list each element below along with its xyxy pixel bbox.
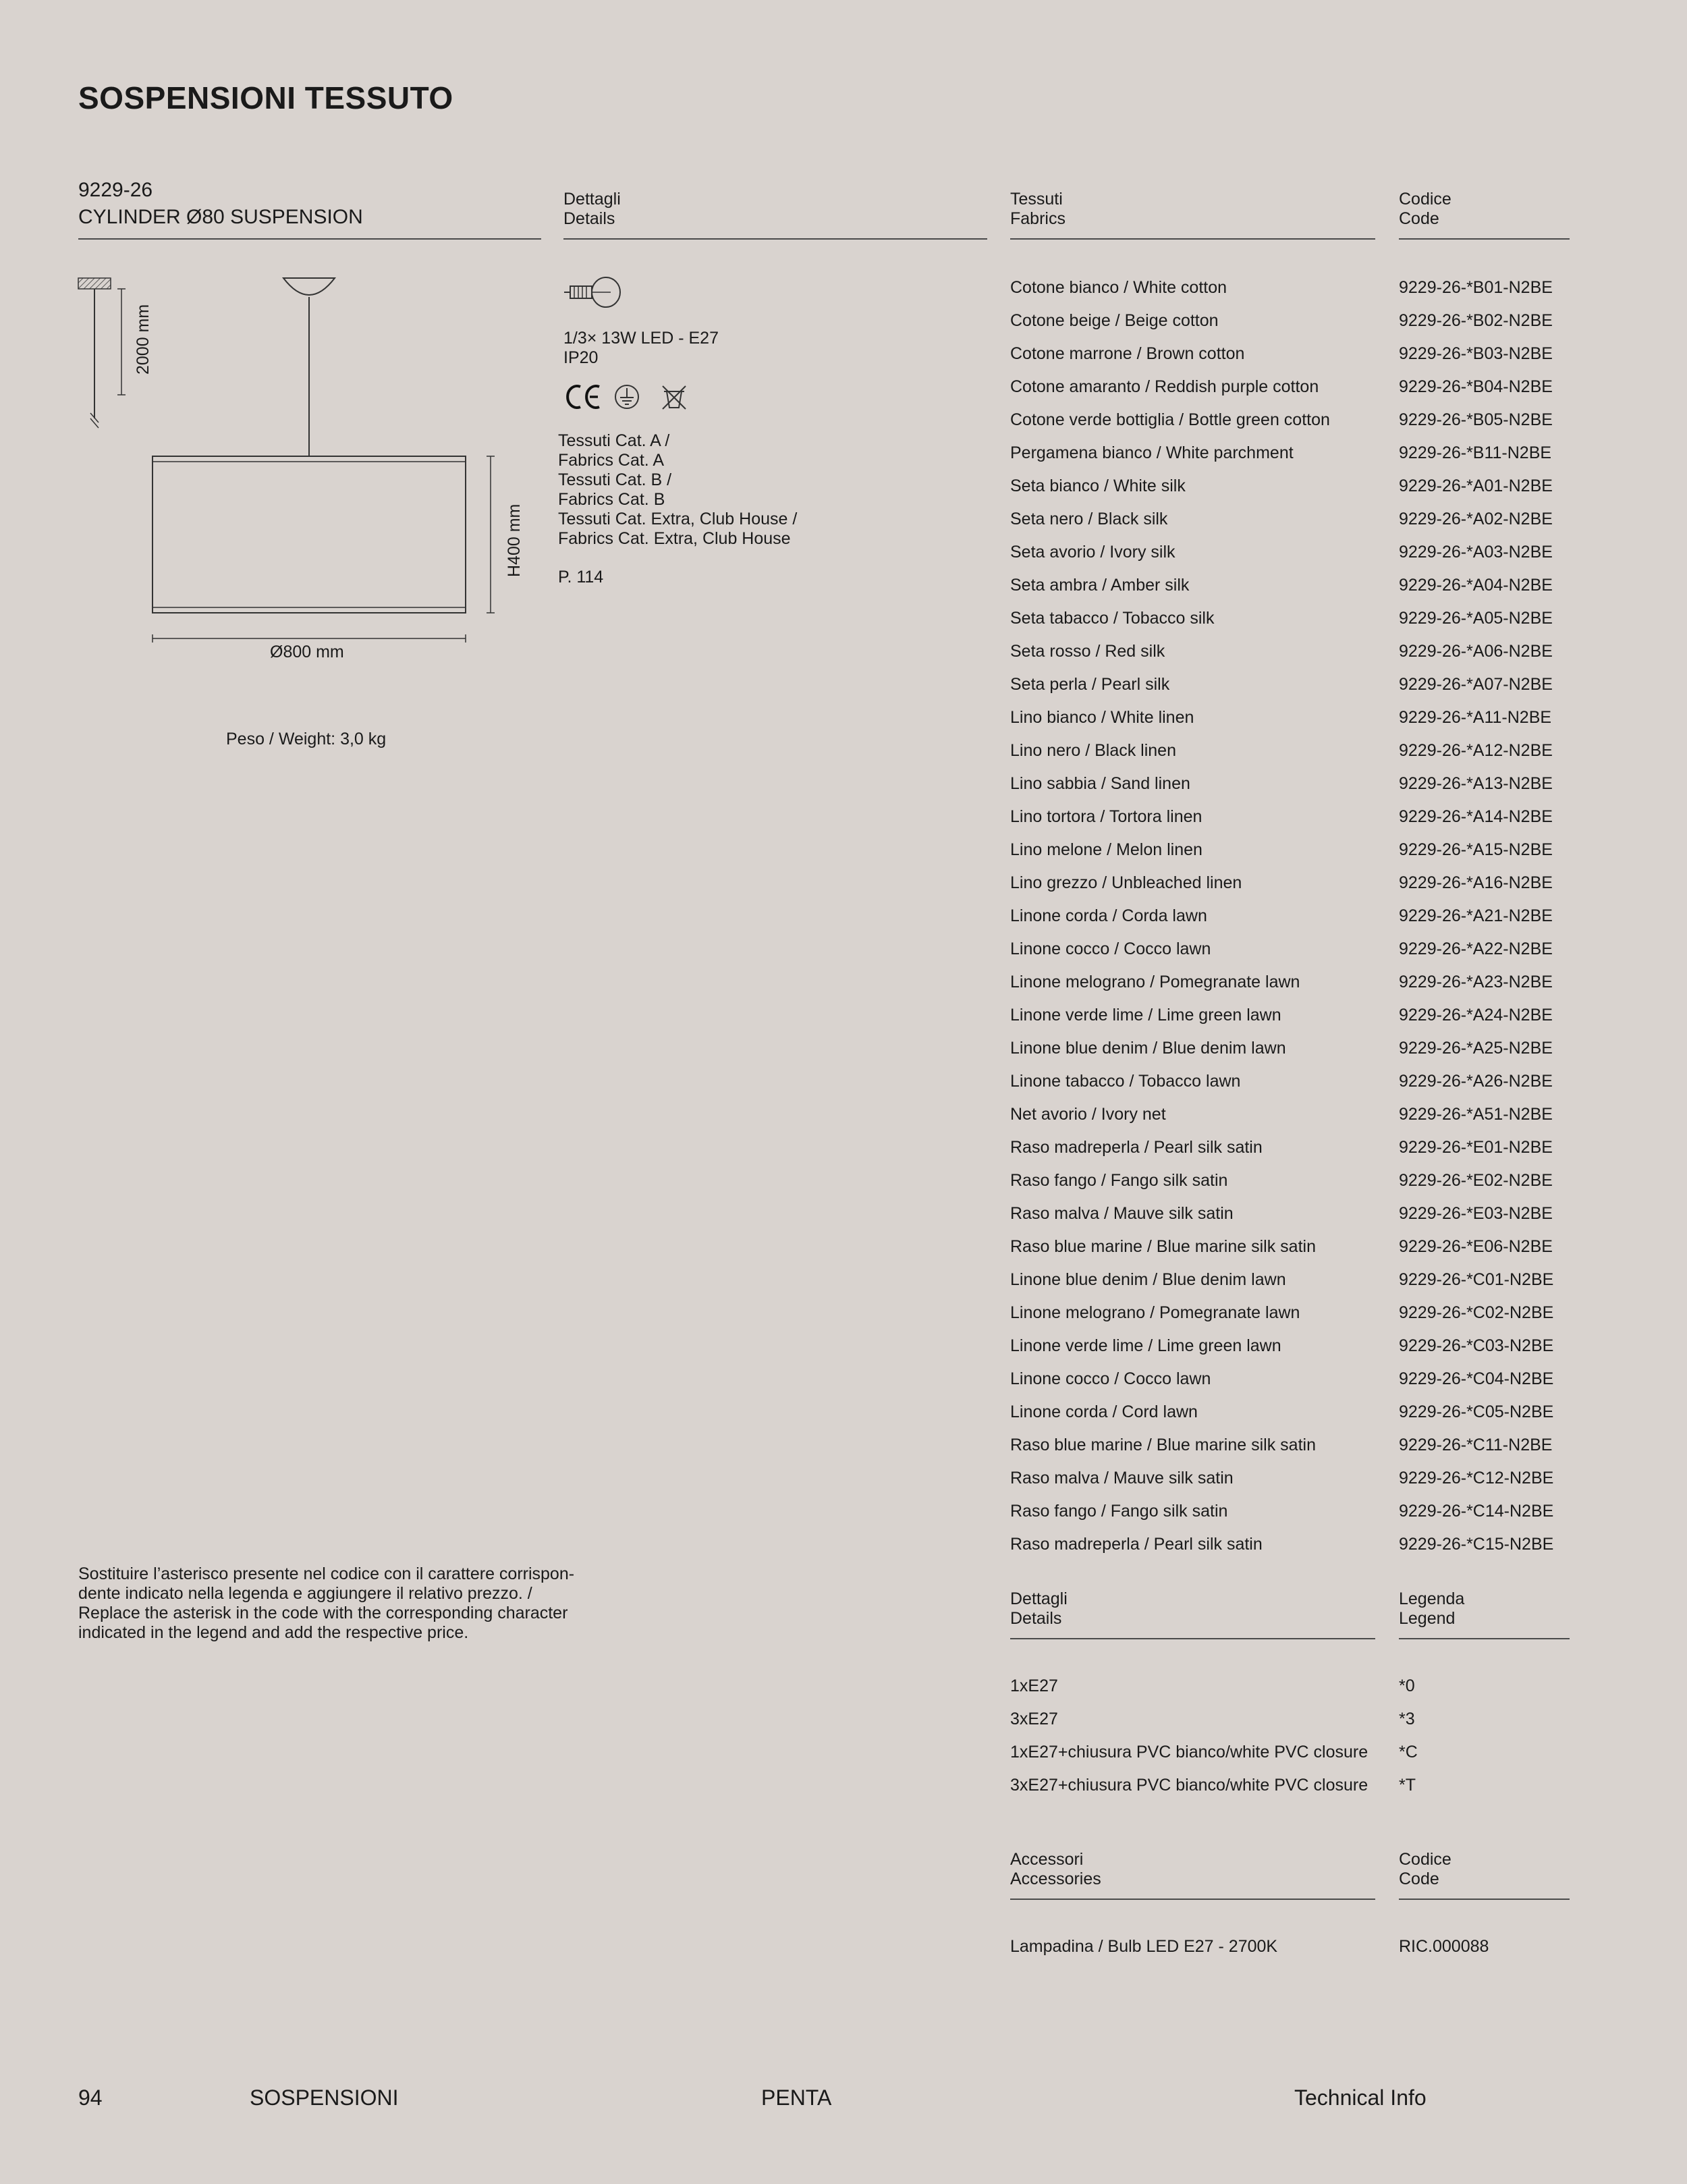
accessories-rule [1010, 1899, 1375, 1900]
weight-label: Peso / Weight: 3,0 kg [226, 730, 387, 748]
fabric-row-label: Linone verde lime / Lime green lawn [1010, 1336, 1281, 1355]
fabric-row-label: Linone corda / Corda lawn [1010, 906, 1207, 925]
shade-height-label: H400 mm [505, 503, 524, 577]
fabric-row-label: Raso blue marine / Blue marine silk satin [1010, 1237, 1316, 1256]
legend-details-rule [1010, 1638, 1375, 1639]
accessories-header-it: Accessori [1010, 1850, 1084, 1869]
diameter-label: Ø800 mm [270, 643, 344, 661]
fabric-row-label: Seta bianco / White silk [1010, 476, 1186, 495]
fabric-row-code: 9229-26-*C05-N2BE [1399, 1402, 1554, 1421]
fabric-row-code: 9229-26-*A22-N2BE [1399, 939, 1553, 958]
code-instructions-note [78, 1564, 632, 1643]
legend-rule [1399, 1638, 1570, 1639]
fabric-row-code: 9229-26-*E01-N2BE [1399, 1138, 1553, 1157]
fabrics-header-rule [1010, 238, 1375, 240]
fabric-row-label: Raso madreperla / Pearl silk satin [1010, 1138, 1263, 1157]
fabrics-header-it: Tessuti [1010, 190, 1063, 209]
accessories-code-header-it: Codice [1399, 1850, 1451, 1869]
fabric-row-label: Net avorio / Ivory net [1010, 1105, 1166, 1124]
accessories-code-header-en: Code [1399, 1869, 1439, 1888]
fabric-row-label: Seta rosso / Red silk [1010, 642, 1165, 661]
details-header-it: Dettagli [563, 190, 621, 209]
fabric-row-code: 9229-26-*A25-N2BE [1399, 1039, 1553, 1058]
fabric-row-label: Linone corda / Cord lawn [1010, 1402, 1198, 1421]
height-dimension-label: 2000 mm [134, 304, 153, 375]
legend-header-it: Legenda [1399, 1589, 1465, 1608]
fabric-row-label: Linone blue denim / Blue denim lawn [1010, 1039, 1286, 1058]
fabric-row-label: Linone cocco / Cocco lawn [1010, 939, 1211, 958]
fabric-row-code: 9229-26-*A07-N2BE [1399, 675, 1553, 694]
fabric-row-code: 9229-26-*A01-N2BE [1399, 476, 1553, 495]
legend-row-label: 1xE27 [1010, 1676, 1058, 1695]
fabric-row-code: 9229-26-*B01-N2BE [1399, 278, 1553, 297]
fabric-category-line: Fabrics Cat. A [558, 451, 664, 470]
fabric-row-code: 9229-26-*A02-N2BE [1399, 510, 1553, 528]
fabric-row-code: 9229-26-*C11-N2BE [1399, 1436, 1553, 1454]
accessories-header-en: Accessories [1010, 1869, 1101, 1888]
ce-mark-icon [568, 386, 599, 408]
fabric-row-code: 9229-26-*A06-N2BE [1399, 642, 1553, 661]
accessory-row-label: Lampadina / Bulb LED E27 - 2700K [1010, 1937, 1278, 1956]
fabric-row-label: Pergamena bianco / White parchment [1010, 443, 1294, 462]
fabric-row-code: 9229-26-*C04-N2BE [1399, 1369, 1554, 1388]
fabric-category-line: Tessuti Cat. B / [558, 470, 672, 489]
note-line: indicated in the legend and add the respective price. [78, 1623, 469, 1642]
fabric-row-label: Raso malva / Mauve silk satin [1010, 1204, 1234, 1223]
fabric-row-label: Lino bianco / White linen [1010, 708, 1194, 727]
footer-section: SOSPENSIONI [250, 2085, 399, 2110]
fabric-row-code: 9229-26-*A23-N2BE [1399, 973, 1553, 991]
fabric-row-label: Lino sabbia / Sand linen [1010, 774, 1190, 793]
fabric-row-label: Lino nero / Black linen [1010, 741, 1176, 760]
fabric-row-label: Linone blue denim / Blue denim lawn [1010, 1270, 1286, 1289]
fabric-row-code: 9229-26-*A14-N2BE [1399, 807, 1553, 826]
fabric-row-code: 9229-26-*E02-N2BE [1399, 1171, 1553, 1190]
ceiling-canopy [283, 278, 335, 295]
fabric-row-label: Seta ambra / Amber silk [1010, 576, 1190, 595]
fabric-row-label: Linone melograno / Pomegranate lawn [1010, 973, 1300, 991]
fabric-row-code: 9229-26-*A11-N2BE [1399, 708, 1552, 727]
legend-row-code: *0 [1399, 1676, 1415, 1695]
fabric-row-label: Raso fango / Fango silk satin [1010, 1171, 1228, 1190]
fabrics-header-en: Fabrics [1010, 209, 1066, 228]
code-header-rule [1399, 238, 1570, 240]
fabric-row-code: 9229-26-*B04-N2BE [1399, 377, 1553, 396]
legend-row-label: 3xE27+chiusura PVC bianco/white PVC closure [1010, 1776, 1368, 1795]
legend-row-label: 3xE27 [1010, 1710, 1058, 1728]
fabric-row-label: Lino melone / Melon linen [1010, 840, 1202, 859]
fabric-category-line: Fabrics Cat. B [558, 490, 665, 509]
fabric-row-label: Cotone marrone / Brown cotton [1010, 344, 1245, 363]
lamp-spec: 1/3× 13W LED - E27 [563, 329, 719, 348]
legend-row-code: *3 [1399, 1710, 1415, 1728]
reference-break [90, 413, 99, 422]
fabric-category-line: Tessuti Cat. A / [558, 431, 670, 450]
fabric-row-code: 9229-26-*A16-N2BE [1399, 873, 1553, 892]
fabric-row-code: 9229-26-*B03-N2BE [1399, 344, 1553, 363]
fabric-row-label: Raso madreperla / Pearl silk satin [1010, 1535, 1263, 1554]
fabric-row-code: 9229-26-*A21-N2BE [1399, 906, 1553, 925]
accessory-row-code: RIC.000088 [1399, 1937, 1489, 1956]
legend-row-code: *C [1399, 1743, 1418, 1762]
note-line: dente indicato nella legenda e aggiungere il relativo prezzo. / [78, 1584, 532, 1603]
footer-collection: PENTA [761, 2085, 832, 2110]
class-1-earth-icon [615, 385, 638, 408]
cylinder-shade [153, 456, 466, 613]
note-line: Replace the asterisk in the code with the corresponding character [78, 1604, 568, 1622]
fabric-row-label: Linone melograno / Pomegranate lawn [1010, 1303, 1300, 1322]
fabric-row-code: 9229-26-*C15-N2BE [1399, 1535, 1554, 1554]
fabric-row-label: Seta nero / Black silk [1010, 510, 1168, 528]
fabric-row-code: 9229-26-*B05-N2BE [1399, 410, 1553, 429]
legend-row-code: *T [1399, 1776, 1416, 1795]
fabric-row-label: Seta avorio / Ivory silk [1010, 543, 1176, 562]
fabric-category-line: Tessuti Cat. Extra, Club House / [558, 510, 798, 528]
ip-rating: IP20 [563, 348, 599, 367]
accessories-code-rule [1399, 1899, 1570, 1900]
code-header-it: Codice [1399, 190, 1451, 209]
product-code: 9229-26 [78, 179, 153, 201]
note-line: Sostituire l’asterisco presente nel codice con il carattere corrispon- [78, 1564, 575, 1583]
fabric-row-label: Cotone beige / Beige cotton [1010, 311, 1219, 330]
legend-header-en: Legend [1399, 1609, 1456, 1628]
page-title: SOSPENSIONI TESSUTO [78, 80, 453, 115]
legend-row-label: 1xE27+chiusura PVC bianco/white PVC closure [1010, 1743, 1368, 1762]
fabric-row-label: Cotone amaranto / Reddish purple cotton [1010, 377, 1319, 396]
page-reference: P. 114 [558, 568, 604, 586]
fabric-row-code: 9229-26-*A15-N2BE [1399, 840, 1553, 859]
fabric-row-label: Cotone verde bottiglia / Bottle green cotton [1010, 410, 1330, 429]
legend-details-header-it: Dettagli [1010, 1589, 1068, 1608]
fabric-row-code: 9229-26-*C03-N2BE [1399, 1336, 1554, 1355]
details-header-en: Details [563, 209, 615, 228]
fabric-row-label: Linone cocco / Cocco lawn [1010, 1369, 1211, 1388]
fabric-row-code: 9229-26-*A24-N2BE [1399, 1006, 1553, 1025]
code-header-en: Code [1399, 209, 1439, 228]
fabric-row-label: Seta tabacco / Tobacco silk [1010, 609, 1215, 628]
fabric-row-label: Seta perla / Pearl silk [1010, 675, 1170, 694]
fabric-row-label: Cotone bianco / White cotton [1010, 278, 1227, 297]
fabric-row-label: Raso blue marine / Blue marine silk satin [1010, 1436, 1316, 1454]
fabric-row-code: 9229-26-*C02-N2BE [1399, 1303, 1554, 1322]
fabric-row-code: 9229-26-*C01-N2BE [1399, 1270, 1554, 1289]
light-bulb-icon [564, 277, 620, 307]
fabric-row-code: 9229-26-*E03-N2BE [1399, 1204, 1553, 1223]
footer-info: Technical Info [1294, 2085, 1427, 2110]
fabric-row-code: 9229-26-*A26-N2BE [1399, 1072, 1553, 1091]
fabric-row-label: Linone tabacco / Tobacco lawn [1010, 1072, 1241, 1091]
fabric-row-code: 9229-26-*A51-N2BE [1399, 1105, 1553, 1124]
fabric-row-label: Lino tortora / Tortora linen [1010, 807, 1202, 826]
fabric-category-line: Fabrics Cat. Extra, Club House [558, 529, 791, 548]
fabric-row-code: 9229-26-*C14-N2BE [1399, 1502, 1554, 1521]
fabric-row-code: 9229-26-*A05-N2BE [1399, 609, 1553, 628]
fabric-row-code: 9229-26-*A03-N2BE [1399, 543, 1553, 562]
legend-details-header-en: Details [1010, 1609, 1062, 1628]
product-name: CYLINDER Ø80 SUSPENSION [78, 206, 363, 228]
page-number: 94 [78, 2085, 103, 2110]
ceiling-hatch [78, 278, 111, 289]
fabric-row-code: 9229-26-*A04-N2BE [1399, 576, 1553, 595]
fabric-row-code: 9229-26-*A13-N2BE [1399, 774, 1553, 793]
fabric-row-code: 9229-26-*E06-N2BE [1399, 1237, 1553, 1256]
fabric-row-code: 9229-26-*C12-N2BE [1399, 1469, 1554, 1487]
fabric-row-label: Lino grezzo / Unbleached linen [1010, 873, 1242, 892]
no-bin-icon [663, 386, 686, 409]
product-header-rule [78, 238, 541, 240]
fabric-row-label: Raso malva / Mauve silk satin [1010, 1469, 1234, 1487]
fabric-row-code: 9229-26-*B11-N2BE [1399, 443, 1552, 462]
fabric-row-code: 9229-26-*A12-N2BE [1399, 741, 1553, 760]
fabric-row-code: 9229-26-*B02-N2BE [1399, 311, 1553, 330]
fabric-row-label: Linone verde lime / Lime green lawn [1010, 1006, 1281, 1025]
fabric-row-label: Raso fango / Fango silk satin [1010, 1502, 1228, 1521]
details-header-rule [563, 238, 987, 240]
